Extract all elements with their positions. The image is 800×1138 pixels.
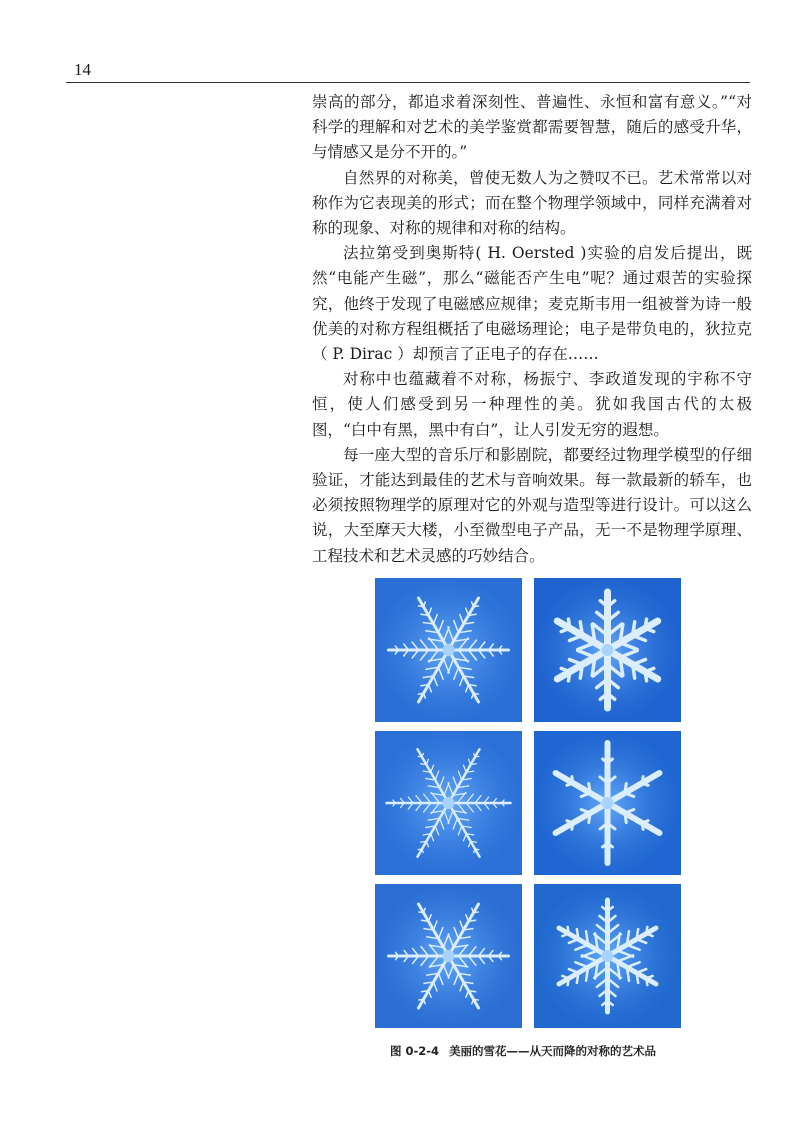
snowflake-photo bbox=[375, 731, 522, 875]
body-text bbox=[312, 90, 752, 569]
snowflake-photo bbox=[534, 731, 681, 875]
paragraph: 法拉第受到奥斯特( H. Oersted )实验的启发后提出，既然“电能产生磁”，那么“磁能否产生电”呢？通过艰苦的实验探究，他终于发现了电磁感应规律；麦克斯韦用一组被誉为诗一般优美的对称方程组概括了电磁场理论；电子是带负电的，狄拉克（ P. Dirac ）却预言了正电子的存在…… bbox=[312, 244, 752, 364]
page-number: 14 bbox=[74, 60, 91, 79]
paragraph: 对称中也蕴藏着不对称，杨振宁、李政道发现的宇称不守恒，使人们感受到另一种理性的美。犹如我国古代的太极图，“白中有黑，黑中有白”，让人引发无穷的遐想。 bbox=[312, 370, 752, 439]
paragraph: 自然界的对称美，曾使无数人为之赞叹不已。艺术常常以对称作为它表现美的形式；而在整个物理学领域中，同样充满着对称的现象、对称的规律和对称的结构。 bbox=[312, 168, 752, 238]
snowflake-photo bbox=[375, 578, 522, 722]
figure-caption-text: 美丽的雪花——从天而降的对称的艺术品 bbox=[449, 1044, 657, 1058]
figure-caption bbox=[375, 1043, 681, 1059]
snowflake-photo bbox=[534, 578, 681, 722]
snowflake-photo bbox=[534, 884, 681, 1028]
header-rule bbox=[66, 82, 750, 83]
figure-number: 图 0-2-4 bbox=[389, 1044, 440, 1058]
paragraph: 崇高的部分，都追求着深刻性、普遍性、永恒和富有意义。”“对科学的理解和对艺术的美学鉴赏都需要智慧，随后的感受升华，与情感又是分不开的。” bbox=[312, 93, 752, 162]
paragraph: 每一座大型的音乐厅和影剧院，都要经过物理学模型的仔细验证，才能达到最佳的艺术与音响效果。每一款最新的轿车，也必须按照物理学的原理对它的外观与造型等进行设计。可以这么说，大至摩天大楼，小至微型电子产品，无一不是物理学原理、工程技术和艺术灵感的巧妙结合。 bbox=[312, 445, 752, 565]
snowflake-photo bbox=[375, 884, 522, 1028]
snowflake-figure bbox=[375, 578, 681, 1028]
